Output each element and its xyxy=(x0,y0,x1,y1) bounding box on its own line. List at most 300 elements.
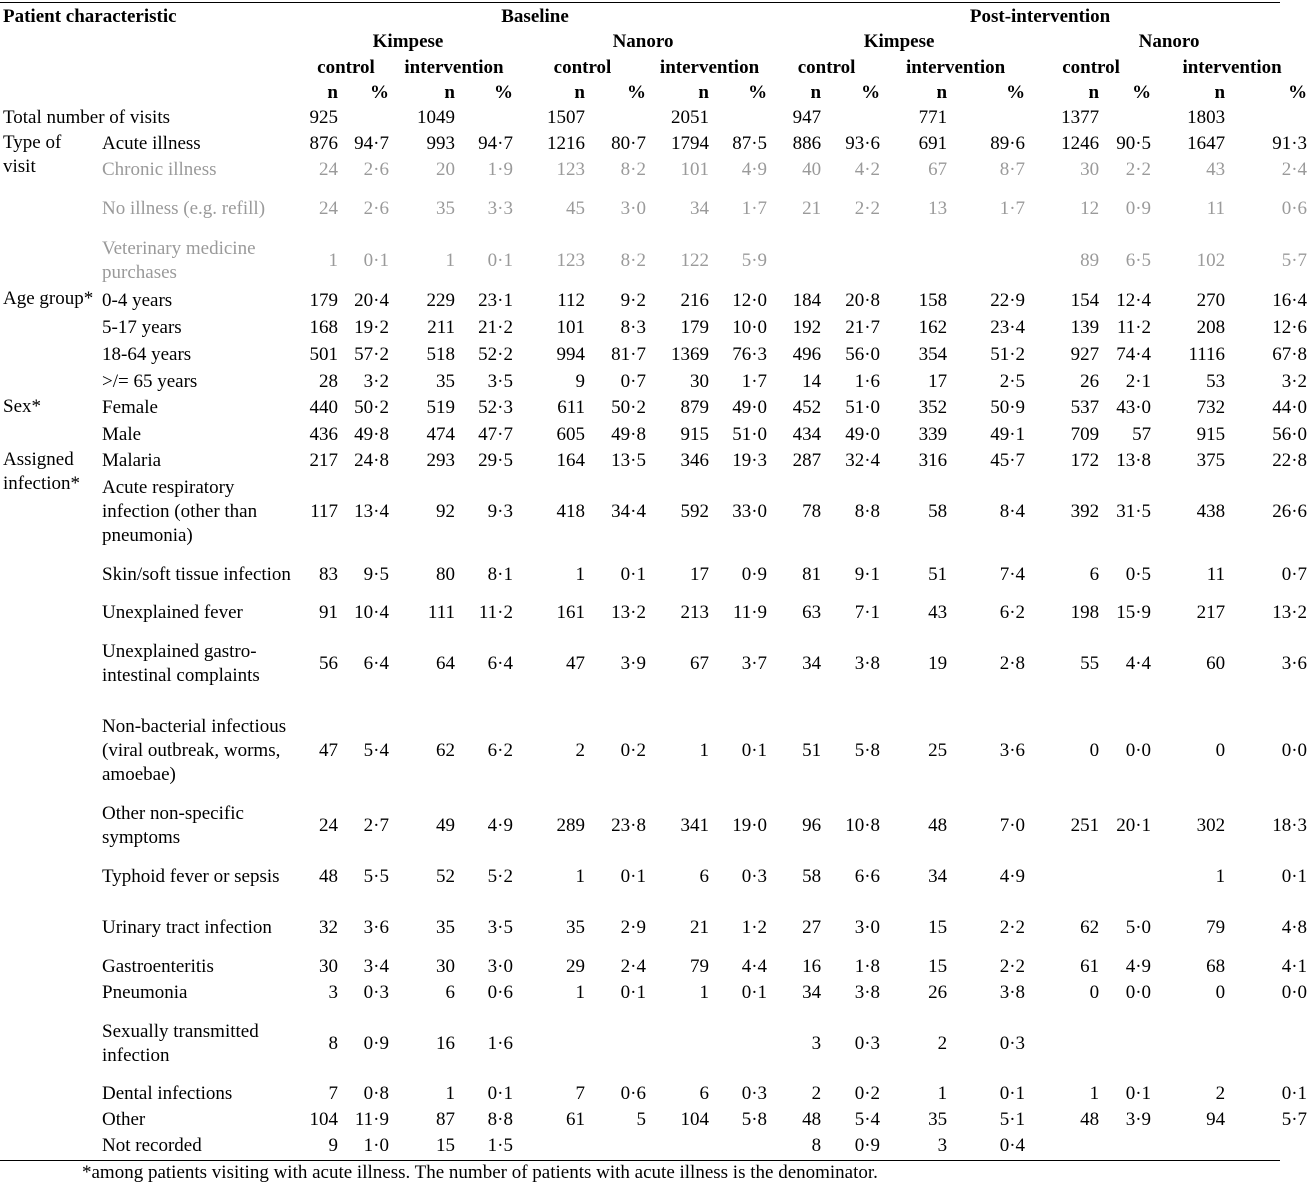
cell-pct: 11·2 xyxy=(478,602,513,623)
cell-pct: 0·0 xyxy=(1281,982,1308,1003)
cell-n: 80 xyxy=(436,564,455,585)
cell-n: 14 xyxy=(802,370,822,392)
cell-n: 161 xyxy=(556,602,585,623)
cell-n: 1803 xyxy=(1187,107,1226,128)
cell-pct: 8·1 xyxy=(487,564,513,585)
header-pct: % xyxy=(861,82,881,103)
cell-n: 29 xyxy=(566,955,585,977)
cell-pct: 87·5 xyxy=(732,133,768,154)
cell-n: 102 xyxy=(1196,250,1226,271)
cell-n: 104 xyxy=(309,1109,338,1130)
table-row xyxy=(0,626,1310,701)
cell-n: 21 xyxy=(802,198,822,219)
cell-pct: 3·5 xyxy=(487,917,513,938)
cell-pct: 3·8 xyxy=(854,982,881,1003)
cell-pct xyxy=(1228,105,1310,131)
row-label: Unexplained fever xyxy=(102,602,243,623)
cell-pct: 49·8 xyxy=(611,423,646,445)
cell-n: 1 xyxy=(445,1083,455,1104)
cell-pct: 4·2 xyxy=(854,159,881,180)
cell-n: 0 xyxy=(1215,982,1226,1003)
table-row xyxy=(0,953,1310,980)
cell-pct: 3·5 xyxy=(487,370,513,392)
cell-pct: 5·8 xyxy=(854,740,881,761)
cell-n: 179 xyxy=(680,316,709,338)
cell-n: 21 xyxy=(690,917,709,938)
cell-n: 1 xyxy=(699,740,709,761)
table-row-total xyxy=(0,105,1310,131)
cell-n: 229 xyxy=(426,289,455,311)
cell-pct: 4·9 xyxy=(999,866,1026,887)
cell-pct: 23·4 xyxy=(990,316,1026,338)
cell-n: 139 xyxy=(1070,316,1100,338)
cell-n: 994 xyxy=(556,343,585,365)
cell-pct: 12·6 xyxy=(1272,316,1308,338)
cell-n: 289 xyxy=(556,815,585,836)
cell-pct: 0·3 xyxy=(854,1032,881,1054)
cell-pct: 2·9 xyxy=(620,917,646,938)
row-label: Gastroenteritis xyxy=(102,955,214,977)
cell-n: 123 xyxy=(556,250,585,271)
cell-n: 925 xyxy=(309,107,338,128)
cell-n: 341 xyxy=(680,815,709,836)
cell-pct: 5·1 xyxy=(999,1109,1026,1130)
table-footnote: *among patients visiting with acute illness. The number of patients with acute illness is the denominator. xyxy=(82,1162,878,1183)
cell-n: 302 xyxy=(1196,815,1226,836)
cell-pct: 0·1 xyxy=(741,740,768,761)
cell-n xyxy=(1154,1133,1228,1159)
cell-n: 354 xyxy=(918,343,948,365)
cell-n: 48 xyxy=(928,815,948,836)
row-label: Non-bacterial infectious (viral outbreak, worms, amoebae) xyxy=(102,716,287,785)
cell-n: 122 xyxy=(680,250,709,271)
cell-pct: 67·8 xyxy=(1272,343,1308,365)
cell-n: 62 xyxy=(436,740,455,761)
row-label: 5-17 years xyxy=(102,316,182,338)
cell-n: 346 xyxy=(680,450,709,471)
row-label: Dental infections xyxy=(102,1083,233,1104)
cell-n: 1794 xyxy=(671,133,709,154)
cell-n: 1 xyxy=(328,250,338,271)
cell-pct: 10·0 xyxy=(732,316,768,338)
cell-n: 96 xyxy=(802,815,822,836)
cell-n: 172 xyxy=(1070,450,1100,471)
cell-pct xyxy=(712,105,770,131)
header-baseline: Baseline xyxy=(501,5,569,27)
cell-pct: 7·1 xyxy=(854,602,881,623)
cell-pct: 89·6 xyxy=(990,133,1026,154)
cell-n: 440 xyxy=(309,397,338,418)
cell-n: 52 xyxy=(436,866,455,887)
cell-pct: 3·0 xyxy=(487,955,513,977)
cell-n: 2051 xyxy=(671,107,709,128)
cell-pct: 5 xyxy=(636,1109,646,1130)
cell-n: 48 xyxy=(1080,1109,1100,1130)
row-label: >/= 65 years xyxy=(102,370,198,392)
cell-pct: 0·2 xyxy=(854,1083,881,1104)
header-arm-intervention: intervention xyxy=(905,57,1006,78)
cell-n: 24 xyxy=(319,159,338,180)
cell-n: 40 xyxy=(802,159,822,180)
cell-pct: 13·2 xyxy=(611,602,646,623)
cell-pct: 0·4 xyxy=(999,1135,1026,1156)
table-row xyxy=(0,448,1310,474)
cell-n: 691 xyxy=(918,133,948,154)
cell-pct: 4·9 xyxy=(487,815,513,836)
cell-pct: 50·2 xyxy=(611,397,646,418)
cell-pct: 80·7 xyxy=(611,133,646,154)
cell-n: 6 xyxy=(699,866,709,887)
cell-n: 67 xyxy=(928,159,948,180)
cell-pct: 11·2 xyxy=(1116,316,1152,338)
table-row xyxy=(0,600,1310,626)
cell-pct: 2·2 xyxy=(1125,159,1152,180)
table-row xyxy=(0,474,1310,550)
cell-pct: 24·8 xyxy=(354,450,389,471)
header-n: n xyxy=(698,82,709,103)
cell-pct: 56·0 xyxy=(845,343,881,365)
cell-pct xyxy=(1102,105,1154,131)
cell-n: 192 xyxy=(792,316,822,338)
cell-pct: 4·9 xyxy=(741,159,768,180)
cell-pct: 5·8 xyxy=(741,1109,768,1130)
cell-pct: 8·4 xyxy=(999,501,1026,522)
patient-characteristics-table xyxy=(0,4,1310,1159)
cell-n: 6 xyxy=(699,1083,709,1104)
cell-pct: 1·7 xyxy=(741,370,768,392)
cell-n: 13 xyxy=(928,198,948,219)
cell-pct: 4·9 xyxy=(1125,955,1152,977)
cell-pct: 5·4 xyxy=(854,1109,881,1130)
cell-n: 211 xyxy=(427,316,455,338)
table-row xyxy=(0,1133,1310,1159)
cell-n: 9 xyxy=(328,1135,338,1156)
cell-n: 20 xyxy=(436,159,455,180)
cell-pct: 1·7 xyxy=(741,198,768,219)
cell-pct: 2·7 xyxy=(363,815,389,836)
header-post-intervention: Post-intervention xyxy=(969,5,1111,27)
cell-n: 81 xyxy=(802,564,822,585)
cell-n: 1049 xyxy=(417,107,455,128)
cell-n: 1 xyxy=(1215,866,1226,887)
row-label: Veterinary medicine purchases xyxy=(102,238,256,283)
row-label: Pneumonia xyxy=(102,982,188,1003)
cell-pct: 8·8 xyxy=(854,501,881,522)
cell-pct: 0·1 xyxy=(487,1083,513,1104)
cell-n: 16 xyxy=(802,955,822,977)
cell-pct: 6·5 xyxy=(1125,250,1152,271)
cell-n: 89 xyxy=(1080,250,1100,271)
cell-pct: 0·7 xyxy=(1281,564,1308,585)
cell-pct: 1·0 xyxy=(363,1135,389,1156)
cell-n: 352 xyxy=(918,397,948,418)
header-arm-control: control xyxy=(553,57,612,78)
cell-pct: 0·3 xyxy=(741,1083,768,1104)
cell-n: 32 xyxy=(319,917,338,938)
cell-n: 611 xyxy=(557,397,585,418)
cell-pct: 0·3 xyxy=(999,1032,1026,1054)
table-row xyxy=(0,368,1310,395)
table-row xyxy=(0,1107,1310,1133)
row-label: Typhoid fever or sepsis xyxy=(102,866,280,887)
cell-pct: 0·3 xyxy=(363,982,389,1003)
cell-pct: 0·1 xyxy=(620,982,646,1003)
row-label: Male xyxy=(102,423,142,445)
cell-n: 2 xyxy=(811,1083,822,1104)
cell-n: 392 xyxy=(1070,501,1100,522)
cell-n: 11 xyxy=(1206,564,1226,585)
cell-n xyxy=(1028,1006,1102,1081)
header-row-1 xyxy=(0,4,1310,29)
table-row xyxy=(0,287,1310,314)
cell-pct: 3·9 xyxy=(1125,1109,1152,1130)
cell-pct: 3·6 xyxy=(999,740,1026,761)
cell-n: 63 xyxy=(802,602,822,623)
cell-pct: 13·4 xyxy=(354,501,389,522)
cell-n: 79 xyxy=(690,955,709,977)
cell-pct: 49·0 xyxy=(732,397,768,418)
cell-n: 316 xyxy=(918,450,948,471)
cell-n: 19 xyxy=(928,652,948,674)
table-row xyxy=(0,157,1310,183)
cell-n: 3 xyxy=(811,1032,822,1054)
cell-pct: 22·8 xyxy=(1272,450,1308,471)
cell-n: 162 xyxy=(918,316,948,338)
cell-pct: 74·4 xyxy=(1116,343,1152,365)
cell-n: 518 xyxy=(426,343,455,365)
header-n: n xyxy=(1214,82,1226,103)
cell-n: 158 xyxy=(918,289,948,311)
cell-n: 886 xyxy=(792,133,822,154)
cell-pct xyxy=(588,1006,649,1081)
cell-n: 217 xyxy=(1196,602,1226,623)
cell-pct: 12·4 xyxy=(1116,289,1152,311)
cell-pct: 33·0 xyxy=(732,501,768,522)
cell-pct: 34·4 xyxy=(611,501,646,522)
cell-pct: 0·1 xyxy=(363,250,389,271)
row-label: No illness (e.g. refill) xyxy=(102,198,266,219)
cell-pct xyxy=(458,105,516,131)
cell-n: 947 xyxy=(792,107,822,128)
table-row xyxy=(0,131,1310,157)
cell-n: 53 xyxy=(1206,370,1226,392)
cell-n: 28 xyxy=(319,370,338,392)
cell-n xyxy=(1154,1006,1228,1081)
cell-n: 3 xyxy=(328,982,338,1003)
cell-pct: 5·9 xyxy=(741,250,768,271)
cell-pct: 10·8 xyxy=(845,815,881,836)
cell-n: 519 xyxy=(426,397,455,418)
cell-n: 26 xyxy=(1080,370,1100,392)
cell-n: 6 xyxy=(1089,564,1100,585)
row-label: Female xyxy=(102,397,158,418)
cell-n: 452 xyxy=(792,397,822,418)
cell-pct: 49·8 xyxy=(354,423,389,445)
cell-n: 34 xyxy=(802,982,822,1003)
cell-pct: 1·7 xyxy=(999,198,1026,219)
row-label: Acute illness xyxy=(102,133,201,154)
header-characteristic: Patient characteristic xyxy=(3,5,177,27)
cell-pct: 12·0 xyxy=(732,289,768,311)
cell-n: 25 xyxy=(928,740,948,761)
cell-pct: 3·7 xyxy=(741,652,768,674)
cell-pct: 3·2 xyxy=(1281,370,1308,392)
cell-n: 68 xyxy=(1206,955,1226,977)
cell-n: 7 xyxy=(575,1083,585,1104)
cell-n: 434 xyxy=(792,423,822,445)
cell-n: 58 xyxy=(802,866,822,887)
cell-pct: 7·4 xyxy=(999,564,1026,585)
row-label-total: Total number of visits xyxy=(3,107,171,128)
cell-n: 35 xyxy=(436,917,455,938)
header-row-3 xyxy=(0,55,1310,81)
cell-n: 184 xyxy=(792,289,822,311)
cell-n: 915 xyxy=(1196,423,1226,445)
cell-n xyxy=(649,1133,712,1159)
cell-n: 49 xyxy=(436,815,455,836)
cell-pct: 3·4 xyxy=(363,955,389,977)
cell-n: 1 xyxy=(1089,1083,1100,1104)
cell-n: 1 xyxy=(575,982,585,1003)
header-site-nanoro: Nanoro xyxy=(1138,31,1200,52)
cell-n: 0 xyxy=(1089,740,1100,761)
cell-pct: 15·9 xyxy=(1116,602,1152,623)
cell-n: 1377 xyxy=(1061,107,1100,128)
cell-n: 2 xyxy=(937,1032,948,1054)
cell-n: 79 xyxy=(1206,917,1226,938)
cell-pct: 52·2 xyxy=(478,343,513,365)
header-arm-intervention: intervention xyxy=(1182,57,1282,78)
cell-n: 927 xyxy=(1070,343,1100,365)
cell-pct: 8·3 xyxy=(620,316,646,338)
cell-pct: 94·7 xyxy=(354,133,389,154)
cell-pct: 6·2 xyxy=(487,740,513,761)
cell-n: 474 xyxy=(426,423,455,445)
table-row xyxy=(0,550,1310,600)
cell-pct xyxy=(712,1133,770,1159)
cell-n: 27 xyxy=(802,917,822,938)
cell-n: 0 xyxy=(1215,740,1226,761)
cell-n: 438 xyxy=(1196,501,1226,522)
header-pct: % xyxy=(748,82,768,103)
cell-pct xyxy=(1102,1133,1154,1159)
cell-pct: 90·5 xyxy=(1116,133,1152,154)
cell-pct: 0·5 xyxy=(1125,564,1152,585)
cell-pct: 0·0 xyxy=(1125,740,1152,761)
cell-n: 35 xyxy=(928,1109,948,1130)
cell-n: 6 xyxy=(445,982,455,1003)
cell-n: 43 xyxy=(1206,159,1226,180)
table-row xyxy=(0,1006,1310,1081)
cell-pct xyxy=(712,1006,770,1081)
cell-pct: 2·2 xyxy=(854,198,881,219)
cell-n: 48 xyxy=(802,1109,822,1130)
cell-n: 216 xyxy=(680,289,709,311)
cell-n: 168 xyxy=(309,316,338,338)
row-label: 18-64 years xyxy=(102,343,192,365)
cell-pct xyxy=(588,105,649,131)
cell-n: 94 xyxy=(1206,1109,1226,1130)
cell-n: 11 xyxy=(1206,198,1226,219)
cell-pct: 8·7 xyxy=(999,159,1026,180)
cell-n: 251 xyxy=(1070,815,1100,836)
cell-pct: 22·9 xyxy=(990,289,1026,311)
cell-pct: 44·0 xyxy=(1272,397,1308,418)
table-row xyxy=(0,314,1310,341)
cell-n: 418 xyxy=(556,501,585,522)
cell-pct: 5·7 xyxy=(1281,1109,1308,1130)
cell-n xyxy=(1028,1133,1102,1159)
header-arm-control: control xyxy=(797,57,856,78)
cell-pct: 51·0 xyxy=(845,397,881,418)
cell-pct: 45·7 xyxy=(990,450,1026,471)
cell-pct: 21·2 xyxy=(478,316,513,338)
cell-n: 64 xyxy=(436,652,455,674)
table-row xyxy=(0,341,1310,368)
cell-pct: 18·3 xyxy=(1272,815,1308,836)
cell-n: 164 xyxy=(556,450,585,471)
cell-pct xyxy=(1228,1133,1310,1159)
cell-n: 35 xyxy=(566,917,585,938)
cell-pct: 26·6 xyxy=(1272,501,1308,522)
cell-pct xyxy=(1102,1006,1154,1081)
header-n: n xyxy=(810,82,822,103)
cell-pct: 3·6 xyxy=(1281,652,1308,674)
cell-pct: 23·8 xyxy=(611,815,646,836)
row-label: Acute respiratory infection (other than pneumonia) xyxy=(102,477,258,546)
cell-pct: 19·0 xyxy=(732,815,768,836)
header-pct: % xyxy=(1288,82,1308,103)
cell-pct xyxy=(588,1133,649,1159)
cell-n: 270 xyxy=(1196,289,1226,311)
cell-n: 67 xyxy=(690,652,709,674)
cell-pct: 76·3 xyxy=(732,343,768,365)
cell-n xyxy=(516,1133,588,1159)
cell-pct: 2·8 xyxy=(999,652,1026,674)
cell-pct: 5·4 xyxy=(363,740,389,761)
cell-n: 111 xyxy=(427,602,455,623)
cell-pct: 2·4 xyxy=(620,955,646,977)
group-label: Type of visit xyxy=(3,132,62,177)
cell-n: 217 xyxy=(309,450,338,471)
cell-n: 30 xyxy=(436,955,455,977)
row-label: Urinary tract infection xyxy=(102,917,272,938)
cell-n: 58 xyxy=(928,501,948,522)
cell-n: 51 xyxy=(802,740,822,761)
cell-pct: 31·5 xyxy=(1116,501,1152,522)
row-label: Other xyxy=(102,1109,146,1130)
cell-n: 179 xyxy=(309,289,338,311)
cell-pct: 50·9 xyxy=(990,397,1026,418)
cell-n: 87 xyxy=(436,1109,455,1130)
cell-n: 915 xyxy=(680,423,709,445)
cell-n: 1 xyxy=(445,250,455,271)
row-label: Not recorded xyxy=(102,1135,202,1156)
cell-pct: 6·2 xyxy=(999,602,1026,623)
row-label: Other non-specific symptoms xyxy=(102,803,244,848)
cell-pct: 13·5 xyxy=(611,450,646,471)
cell-pct: 20·4 xyxy=(354,289,389,311)
header-site-kimpese: Kimpese xyxy=(372,31,444,52)
cell-pct: 0·0 xyxy=(1125,982,1152,1003)
cell-pct: 1·6 xyxy=(487,1032,513,1054)
cell-pct: 9·5 xyxy=(363,564,389,585)
cell-n: 879 xyxy=(680,397,709,418)
cell-pct: 57·2 xyxy=(354,343,389,365)
header-n: n xyxy=(936,82,948,103)
cell-pct: 23·1 xyxy=(478,289,513,311)
header-n: n xyxy=(444,82,455,103)
